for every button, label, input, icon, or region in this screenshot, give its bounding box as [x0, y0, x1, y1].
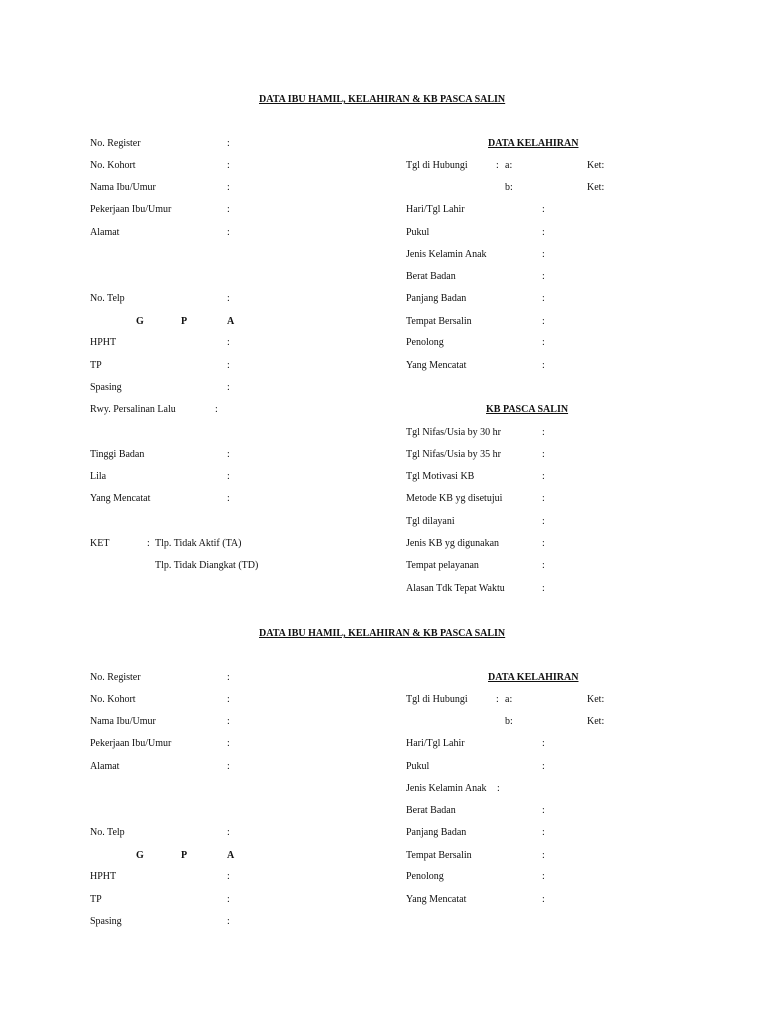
label-pukul: Pukul: [406, 227, 430, 238]
heading-data-kelahiran: DATA KELAHIRAN: [488, 138, 579, 149]
colon: :: [227, 871, 230, 882]
colon: :: [227, 160, 230, 171]
colon: :: [227, 337, 230, 348]
colon: :: [227, 360, 230, 371]
colon: :: [542, 293, 545, 304]
colon: :: [227, 827, 230, 838]
label-nama-ibu: Nama Ibu/Umur: [90, 182, 156, 193]
label-no-telp: No. Telp: [90, 293, 125, 304]
label-ket: KET: [90, 538, 110, 549]
colon: :: [227, 471, 230, 482]
colon: :: [215, 404, 218, 415]
label-tinggi-badan: Tinggi Badan: [90, 449, 145, 460]
label-p: P: [181, 316, 188, 327]
colon: :: [227, 916, 230, 927]
colon: :: [227, 138, 230, 149]
label-tempat-bersalin: Tempat Bersalin: [406, 316, 472, 327]
label-jenis-kelamin: Jenis Kelamin Anak: [406, 783, 487, 794]
label-tgl-hubungi: Tgl di Hubungi: [406, 694, 468, 705]
colon: :: [542, 337, 545, 348]
label-berat-badan: Berat Badan: [406, 271, 456, 282]
colon: :: [227, 493, 230, 504]
colon: :: [542, 427, 545, 438]
label-b-contact: b:: [505, 716, 513, 727]
label-a-contact: a:: [505, 160, 513, 171]
label-g: G: [136, 850, 144, 861]
colon: :: [542, 827, 545, 838]
label-panjang-badan: Panjang Badan: [406, 827, 467, 838]
label-no-kohort: No. Kohort: [90, 694, 136, 705]
colon: :: [496, 694, 499, 705]
colon: :: [227, 382, 230, 393]
label-yang-mencatat: Yang Mencatat: [406, 894, 467, 905]
label-alamat: Alamat: [90, 761, 120, 772]
label-a: A: [227, 316, 235, 327]
colon: :: [542, 316, 545, 327]
label-spasing: Spasing: [90, 916, 122, 927]
colon: :: [542, 360, 545, 371]
colon: :: [542, 227, 545, 238]
label-no-telp: No. Telp: [90, 827, 125, 838]
label-jenis-kelamin: Jenis Kelamin Anak: [406, 249, 487, 260]
colon: :: [542, 871, 545, 882]
heading-kb-pasca-salin: KB PASCA SALIN: [486, 404, 569, 415]
colon: :: [542, 493, 545, 504]
label-p: P: [181, 850, 188, 861]
label-no-register: No. Register: [90, 672, 141, 683]
colon: :: [227, 716, 230, 727]
colon: :: [542, 805, 545, 816]
ket-option-ta: Tlp. Tidak Aktif (TA): [155, 538, 242, 549]
label-alamat: Alamat: [90, 227, 120, 238]
label-a-contact: a:: [505, 694, 513, 705]
label-tp: TP: [90, 894, 102, 905]
ket-option-td: Tlp. Tidak Diangkat (TD): [155, 560, 259, 571]
colon: :: [542, 850, 545, 861]
colon: :: [542, 538, 545, 549]
label-spasing: Spasing: [90, 382, 122, 393]
label-a: A: [227, 850, 235, 861]
colon: :: [227, 227, 230, 238]
label-alasan: Alasan Tdk Tepat Waktu: [406, 583, 505, 594]
label-hpht: HPHT: [90, 337, 117, 348]
label-berat-badan: Berat Badan: [406, 805, 456, 816]
colon: :: [227, 182, 230, 193]
colon: :: [542, 449, 545, 460]
colon: :: [227, 672, 230, 683]
label-hari-tgl-lahir: Hari/Tgl Lahir: [406, 738, 465, 749]
colon: :: [227, 449, 230, 460]
colon: :: [542, 249, 545, 260]
label-g: G: [136, 316, 144, 327]
label-yang-mencatat: Yang Mencatat: [90, 493, 151, 504]
label-tgl-hubungi: Tgl di Hubungi: [406, 160, 468, 171]
colon: :: [542, 560, 545, 571]
label-hari-tgl-lahir: Hari/Tgl Lahir: [406, 204, 465, 215]
label-nifas-35: Tgl Nifas/Usia by 35 hr: [406, 449, 501, 460]
colon: :: [147, 538, 150, 549]
label-ket: Ket:: [587, 160, 605, 171]
label-b-contact: b:: [505, 182, 513, 193]
form-title: DATA IBU HAMIL, KELAHIRAN & KB PASCA SALIN: [259, 94, 506, 105]
colon: :: [542, 894, 545, 905]
label-pukul: Pukul: [406, 761, 430, 772]
label-ket: Ket:: [587, 182, 605, 193]
label-no-register: No. Register: [90, 138, 141, 149]
colon: :: [542, 271, 545, 282]
heading-data-kelahiran: DATA KELAHIRAN: [488, 672, 579, 683]
label-yang-mencatat: Yang Mencatat: [406, 360, 467, 371]
colon: :: [542, 471, 545, 482]
label-riwayat-persalinan: Rwy. Persalinan Lalu: [90, 404, 176, 415]
label-motivasi-kb: Tgl Motivasi KB: [406, 471, 475, 482]
label-panjang-badan: Panjang Badan: [406, 293, 467, 304]
label-nama-ibu: Nama Ibu/Umur: [90, 716, 156, 727]
label-lila: Lila: [90, 471, 107, 482]
label-hpht: HPHT: [90, 871, 117, 882]
colon: :: [542, 204, 545, 215]
label-penolong: Penolong: [406, 337, 444, 348]
label-ket: Ket:: [587, 716, 605, 727]
colon: :: [227, 894, 230, 905]
label-penolong: Penolong: [406, 871, 444, 882]
form-title: DATA IBU HAMIL, KELAHIRAN & KB PASCA SALIN: [259, 628, 506, 639]
colon: :: [497, 783, 500, 794]
colon: :: [542, 583, 545, 594]
label-ket: Ket:: [587, 694, 605, 705]
label-tp: TP: [90, 360, 102, 371]
colon: :: [227, 204, 230, 215]
label-tempat-bersalin: Tempat Bersalin: [406, 850, 472, 861]
label-no-kohort: No. Kohort: [90, 160, 136, 171]
colon: :: [542, 761, 545, 772]
colon: :: [542, 738, 545, 749]
colon: :: [496, 160, 499, 171]
label-pekerjaan: Pekerjaan Ibu/Umur: [90, 738, 172, 749]
label-metode-kb: Metode KB yg disetujui: [406, 493, 503, 504]
label-tempat-pelayanan: Tempat pelayanan: [406, 560, 479, 571]
label-jenis-kb: Jenis KB yg digunakan: [406, 538, 500, 549]
label-pekerjaan: Pekerjaan Ibu/Umur: [90, 204, 172, 215]
colon: :: [227, 761, 230, 772]
colon: :: [227, 738, 230, 749]
colon: :: [227, 293, 230, 304]
colon: :: [542, 516, 545, 527]
label-nifas-30: Tgl Nifas/Usia by 30 hr: [406, 427, 501, 438]
label-tgl-dilayani: Tgl dilayani: [406, 516, 455, 527]
colon: :: [227, 694, 230, 705]
